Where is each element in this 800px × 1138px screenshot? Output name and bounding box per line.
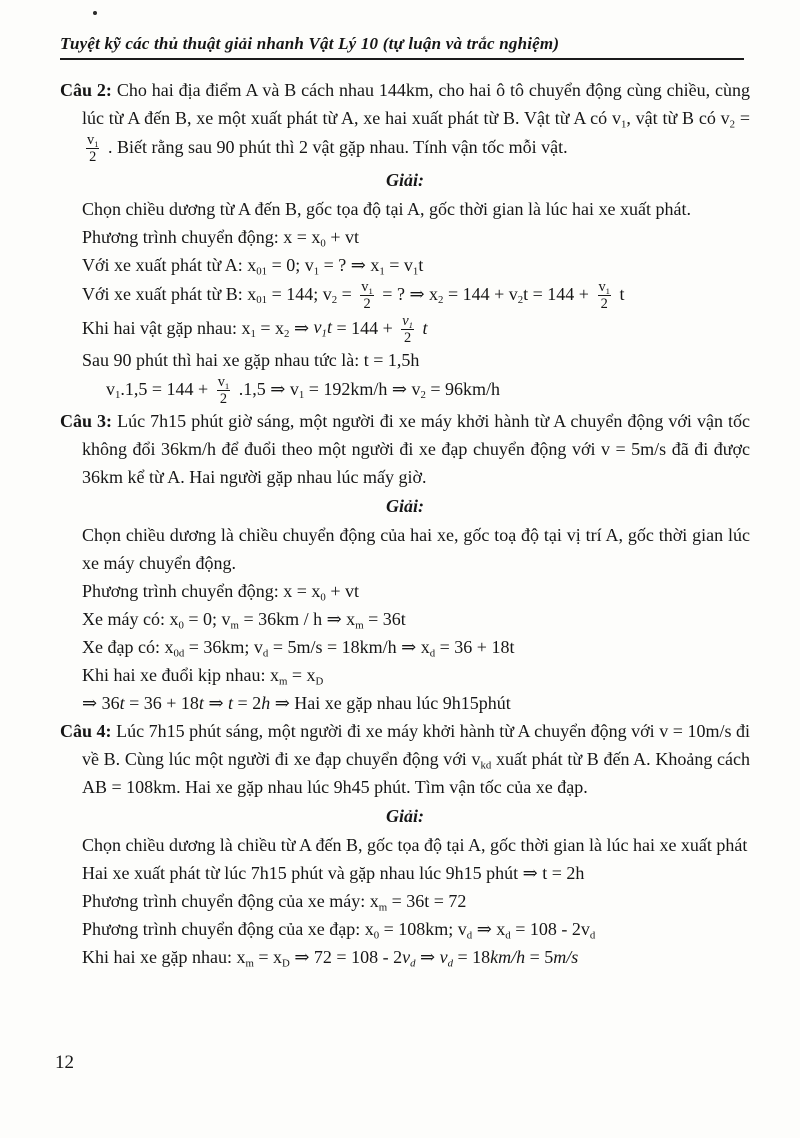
solution-heading: Giải: xyxy=(386,170,424,191)
solution-line: Phương trình chuyển động của xe máy: $x_m = 36t = 72$ xyxy=(82,891,467,914)
solution-line: Sau 90 phút thì hai xe gặp nhau tức là: t = 1,5h xyxy=(82,349,420,370)
solution-line: Phương trình chuyển động: $x = x_0$ + vt xyxy=(82,581,359,604)
problem-label: Câu 2: xyxy=(60,80,112,100)
problem-label: Câu 4: xyxy=(60,721,112,741)
page-number: 12 xyxy=(55,1052,74,1073)
problem-cau-2 xyxy=(60,76,750,407)
solution-line: Chọn chiều dương từ A đến B, gốc tọa độ tại A, gốc thời gian là lúc hai xe xuất phát. xyxy=(82,199,691,220)
solution-line: Phương trình chuyển động: $x = x_0$ + vt xyxy=(82,227,359,250)
fraction: $\frac{v_1}{2}$ xyxy=(361,279,373,313)
solution-line: Chọn chiều dương là chiều từ A đến B, gốc tọa độ tại A, gốc thời gian là lúc hai xe xuất phát xyxy=(82,835,748,855)
running-header-title: Tuyệt kỹ các thủ thuật giải nhanh Vật Lý 10 (tự luận và trắc nghiệm) xyxy=(60,34,744,60)
solution-line: Khi hai xe gặp nhau: $x_m = x_D$ ⇒ $72 = 108 - 2v_d$ ⇒ $v_d = 18km/h = 5m/s$ xyxy=(82,947,579,970)
page-body xyxy=(60,76,750,971)
problem-statement: Câu 3: Lúc 7h15 phút giờ sáng, một người đi xe máy khởi hành từ A chuyển động với vận tốc không đổi 36km/h để đuổi theo một người đi xe đạp chuyển động với v = 5m/s đã đi được 36km kể từ A. Hai người gặp nhau lúc mấy giờ. xyxy=(60,411,751,487)
scan-speck xyxy=(93,11,97,15)
solution-line: $v_1.1,5 = 144$ + $\frac{v_1}{2}$ .1,5 ⇒ $v_1 = 192km/h$ ⇒ $v_2 = 96km/h$ xyxy=(106,373,501,407)
fraction: $\frac{v_1}{2}$ xyxy=(402,312,413,346)
problem-cau-4 xyxy=(60,717,750,971)
problem-cau-3 xyxy=(60,407,750,717)
solution-heading: Giải: xyxy=(386,496,424,516)
problem-label: Câu 3: xyxy=(60,411,113,431)
solution-line: ⇒ 36t = 36 + 18t ⇒ t = 2h ⇒ Hai xe gặp nhau lúc 9h15phút xyxy=(82,693,511,713)
solution-line: Hai xe xuất phát từ lúc 7h15 phút và gặp nhau lúc 9h15 phút ⇒ t = 2h xyxy=(82,863,585,883)
problems-container xyxy=(60,76,750,971)
fraction: $\frac{v_1}{2}$ xyxy=(87,132,99,166)
solution-line: Với xe xuất phát từ A: $x_{01} = 0$; $v_1$ = ? ⇒ $x_1 = v_1t$ xyxy=(82,255,424,278)
problem-statement: Câu 4: Lúc 7h15 phút sáng, một người đi xe máy khởi hành từ A chuyển động với v = 10m/s đi về B. Cùng lúc một người đi xe đạp chuyển động với $v_{kd}$ xuất phát từ B đến A. Khoảng cách AB = 108km. Hai xe gặp nhau lúc 9h45 phút. Tìm vận tốc của xe đạp. xyxy=(60,721,750,797)
solution-line: Chọn chiều dương là chiều chuyển động của hai xe, gốc toạ độ tại vị trí A, gốc thời gian lúc xe máy chuyển động. xyxy=(82,525,750,573)
page-header xyxy=(0,34,800,60)
solution-line: Xe đạp có: $x_{0d} = 36km$; $v_d = 5m/s = 18km/h$ ⇒ $x_d = 36 + 18t$ xyxy=(82,637,515,660)
solution-heading: Giải: xyxy=(386,806,424,826)
solution-line: Xe máy có: $x_0 = 0$; $v_m = 36km / h$ ⇒ $x_m = 36t$ xyxy=(82,609,406,632)
fraction: $\frac{v_1}{2}$ xyxy=(598,279,610,313)
problem-statement: Câu 2: Cho hai địa điểm A và B cách nhau 144km, cho hai ô tô chuyển động cùng chiều, cùng lúc từ A đến B, xe một xuất phát từ A, xe hai xuất phát từ B. Vật từ A có $v_1$, vật từ B có $v_2$ = $\frac{v_1}{2}$ . Biết rằng sau 90 phút thì 2 vật gặp nhau. Tính vận tốc mỗi vật. xyxy=(60,80,750,166)
solution-line: Khi hai xe đuổi kịp nhau: $x_m = x_D$ xyxy=(82,665,324,688)
solution-line: Khi hai vật gặp nhau: $x_1 = x_2$ ⇒ $v_1t = 144$ + $\frac{v_1}{2}$ t xyxy=(82,312,428,346)
solution-line: Với xe xuất phát từ B: $x_{01} = 144$; $v_2$ = $\frac{v_1}{2}$ = ? ⇒ $x_2 = 144 + v_2t = 144$ + $\frac{v_1}{2}$ t xyxy=(82,279,625,313)
fraction: $\frac{v_1}{2}$ xyxy=(217,373,230,407)
solution-line: Phương trình chuyển động của xe đạp: $x_0 = 108km$; $v_d$ ⇒ $x_d = 108 - 2v_d$ xyxy=(82,919,596,942)
